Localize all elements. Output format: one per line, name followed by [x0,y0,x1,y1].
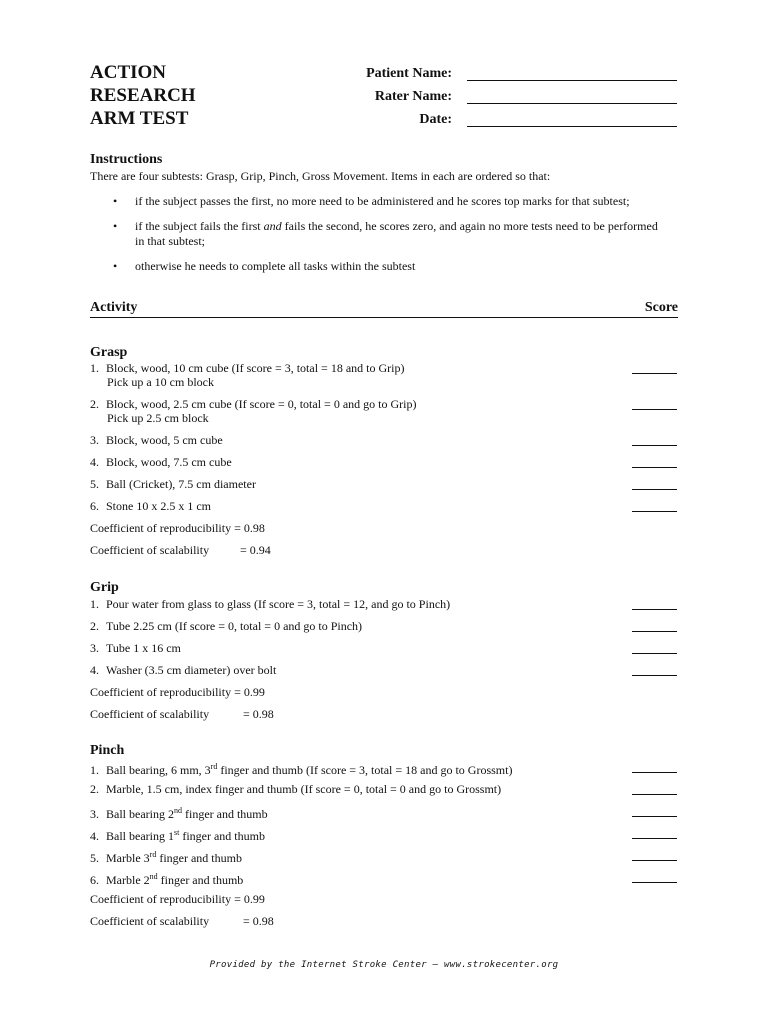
grip-score-2[interactable] [632,631,677,632]
date-label: Date: [419,112,452,127]
grasp-score-2[interactable] [632,409,677,410]
footer-credit: Provided by the Internet Stroke Center — www.strokecenter.org [209,960,559,970]
score-header: Score [644,300,678,315]
grip-heading: Grip [90,580,119,595]
bullet-icon: • [113,259,118,273]
bullet-icon: • [113,194,118,208]
grasp-item-2: 2. Block, wood, 2.5 cm cube (If score = 0, total = 0 and go to Grip) Pick up 2.5 cm block [90,397,417,425]
pinch-coef-scalability: Coefficient of scalability = 0.98 [90,914,274,928]
grasp-score-1[interactable] [632,373,677,374]
title-line-2: RESEARCH [90,85,196,106]
grasp-heading: Grasp [90,345,128,360]
title-line-1: ACTION [90,62,167,83]
grip-coef-reproducibility: Coefficient of reproducibility = 0.99 [90,685,265,699]
grip-score-3[interactable] [632,653,677,654]
instruction-bullet-3: otherwise he needs to complete all tasks within the subtest [135,259,416,273]
grasp-score-6[interactable] [632,511,677,512]
pinch-item-6: 6. Marble 2nd finger and thumb [90,872,244,887]
grasp-item-5: 5. Ball (Cricket), 7.5 cm diameter [90,477,256,491]
rater-name-label: Rater Name: [374,89,452,104]
pinch-score-2[interactable] [632,794,677,795]
pinch-score-3[interactable] [632,816,677,817]
grasp-coef-scalability: Coefficient of scalability = 0.94 [90,543,271,557]
bullet-icon: • [113,219,118,233]
grip-item-2: 2. Tube 2.25 cm (If score = 0, total = 0 and go to Pinch) [90,619,363,633]
pinch-score-5[interactable] [632,860,677,861]
grip-score-4[interactable] [632,675,677,676]
pinch-item-3: 3. Ball bearing 2nd finger and thumb [90,806,268,821]
pinch-score-1[interactable] [632,772,677,773]
instruction-bullet-2: if the subject fails the first and fails the second, he scores zero, and again no more tests need to be performed in that subtest; [135,219,658,248]
patient-name-field[interactable] [467,80,677,81]
grasp-score-3[interactable] [632,445,677,446]
instruction-bullet-1: if the subject passes the first, no more need to be administered and he scores top marks for that subtest; [135,194,630,208]
grasp-score-5[interactable] [632,489,677,490]
grip-score-1[interactable] [632,609,677,610]
header-rule [90,317,678,318]
pinch-item-4: 4. Ball bearing 1st finger and thumb [90,828,265,843]
grip-item-4: 4. Washer (3.5 cm diameter) over bolt [90,663,277,677]
pinch-item-5: 5. Marble 3rd finger and thumb [90,850,242,865]
pinch-score-4[interactable] [632,838,677,839]
grip-item-3: 3. Tube 1 x 16 cm [90,641,181,655]
pinch-item-2: 2. Marble, 1.5 cm, index finger and thumb (If score = 0, total = 0 and go to Grossmt) [90,782,502,796]
instructions-heading: Instructions [90,152,163,167]
rater-name-field[interactable] [467,103,677,104]
grasp-score-4[interactable] [632,467,677,468]
grasp-item-3: 3. Block, wood, 5 cm cube [90,433,223,447]
patient-name-label: Patient Name: [366,66,452,81]
title-line-3: ARM TEST [90,108,189,129]
grip-coef-scalability: Coefficient of scalability = 0.98 [90,707,274,721]
grasp-item-6: 6. Stone 10 x 2.5 x 1 cm [90,499,211,513]
pinch-score-6[interactable] [632,882,677,883]
instructions-intro: There are four subtests: Grasp, Grip, Pinch, Gross Movement. Items in each are ordered so that: [90,169,551,183]
activity-header: Activity [90,300,138,315]
grip-item-1: 1. Pour water from glass to glass (If score = 3, total = 12, and go to Pinch) [90,597,451,611]
pinch-coef-reproducibility: Coefficient of reproducibility = 0.99 [90,892,265,906]
grasp-item-1: 1. Block, wood, 10 cm cube (If score = 3, total = 18 and to Grip) Pick up a 10 cm block [90,361,405,389]
grasp-coef-reproducibility: Coefficient of reproducibility = 0.98 [90,521,265,535]
pinch-item-1: 1. Ball bearing, 6 mm, 3rd finger and thumb (If score = 3, total = 18 and go to Grossmt) [90,762,513,777]
grasp-item-4: 4. Block, wood, 7.5 cm cube [90,455,232,469]
date-field[interactable] [467,126,677,127]
pinch-heading: Pinch [90,743,125,758]
